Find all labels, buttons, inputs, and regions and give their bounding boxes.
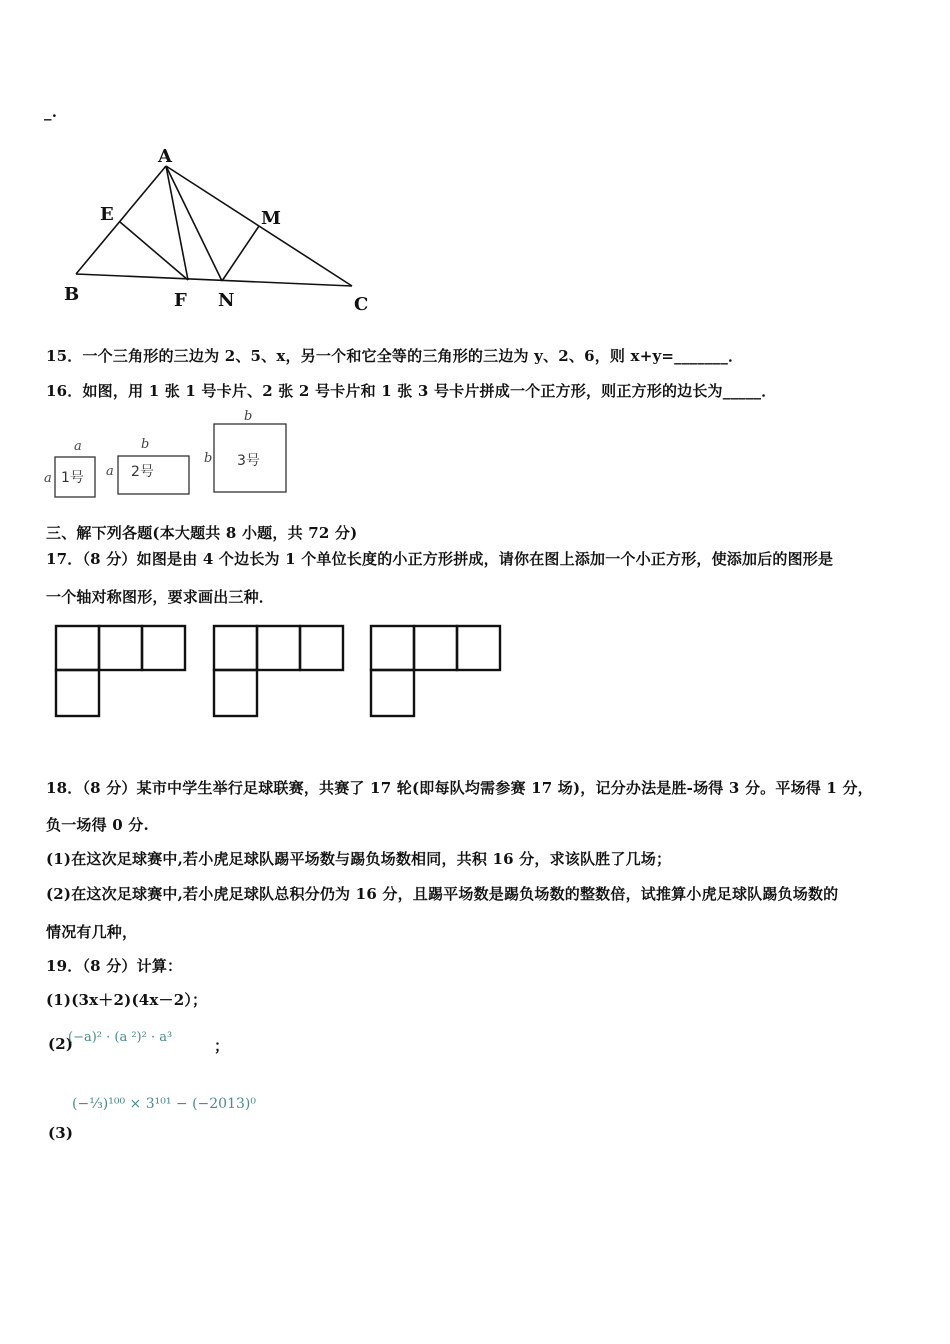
segment-AB — [76, 166, 166, 274]
question-19-part-2-expression: (−a)² · (a ²)² · a³ — [68, 1030, 173, 1045]
question-15: 15．一个三角形的三边为 2、5、x，另一个和它全等的三角形的三边为 y、2、6，则 x+y=_______． — [46, 347, 744, 365]
question-19-part-2-label: (2) — [48, 1035, 74, 1053]
question-18-part-1: (1)在这次足球赛中,若小虎足球队踢平场数与踢负场数相同，共积 16 分，求该队胜了几场； — [46, 850, 672, 868]
card2-label: 2号 — [131, 464, 154, 480]
label-F: F — [174, 290, 187, 311]
question-17-line-1: 17．（8 分）如图是由 4 个边长为 1 个单位长度的小正方形拼成，请你在图上添加一个小正方形，使添加后的图形是 — [46, 550, 834, 568]
question-17-line-2: 一个轴对称图形，要求画出三种． — [46, 588, 275, 606]
segment-MN — [222, 226, 259, 281]
grid-figure-2 — [212, 624, 346, 720]
triangle-figure — [60, 140, 390, 320]
card1-top-label: a — [74, 439, 82, 454]
question-18-line-1: 18．（8 分）某市中学生举行足球联赛，共赛了 17 轮(即每队均需参赛 17 场)，记分办法是胜-场得 3 分。平场得 1 分， — [46, 779, 873, 797]
card3-top-label: b — [244, 409, 253, 424]
cards-figure — [42, 408, 302, 500]
label-M: M — [261, 208, 281, 229]
card2-side-label: a — [106, 464, 114, 479]
card3-label: 3号 — [237, 453, 260, 469]
card1-side-label: a — [44, 471, 52, 486]
label-B: B — [64, 284, 80, 305]
label-E: E — [100, 204, 114, 225]
card2-top-label: b — [141, 437, 150, 452]
question-19-part-1: (1)(3x＋2)(4x－2）； — [46, 991, 208, 1009]
question-19-part-2-end: ； — [214, 1037, 230, 1055]
label-A: A — [158, 146, 172, 167]
question-19: 19．（8 分）计算： — [46, 957, 183, 975]
card1-label: 1号 — [61, 470, 84, 486]
label-C: C — [354, 294, 369, 315]
segment-AF — [166, 166, 188, 280]
question-19-part-3-label: (3) — [48, 1124, 74, 1142]
section-3-heading: 三、解下列各题(本大题共 8 小题，共 72 分) — [46, 524, 358, 542]
blank-answer: _. — [44, 103, 58, 121]
segment-BC — [76, 274, 352, 286]
question-16: 16．如图，用 1 张 1 号卡片、2 张 2 号卡片和 1 张 3 号卡片拼成一个正方形，则正方形的边长为_____． — [46, 382, 777, 400]
label-N: N — [218, 290, 235, 311]
question-18-part-2-line-2: 情况有几种， — [46, 923, 138, 941]
question-18-line-2: 负一场得 0 分. — [46, 816, 149, 834]
question-19-part-3-expression: (−⅓)¹⁰⁰ × 3¹⁰¹ − (−2013)⁰ — [72, 1096, 256, 1112]
question-18-part-2-line-1: (2)在这次足球赛中,若小虎足球队总积分仍为 16 分，且踢平场数是踢负场数的整数倍，试推算小虎足球队踢负场数的 — [46, 885, 839, 903]
grid-figure-1 — [54, 624, 188, 720]
card3-side-label: b — [204, 451, 213, 466]
grid-figure-3 — [369, 624, 503, 720]
